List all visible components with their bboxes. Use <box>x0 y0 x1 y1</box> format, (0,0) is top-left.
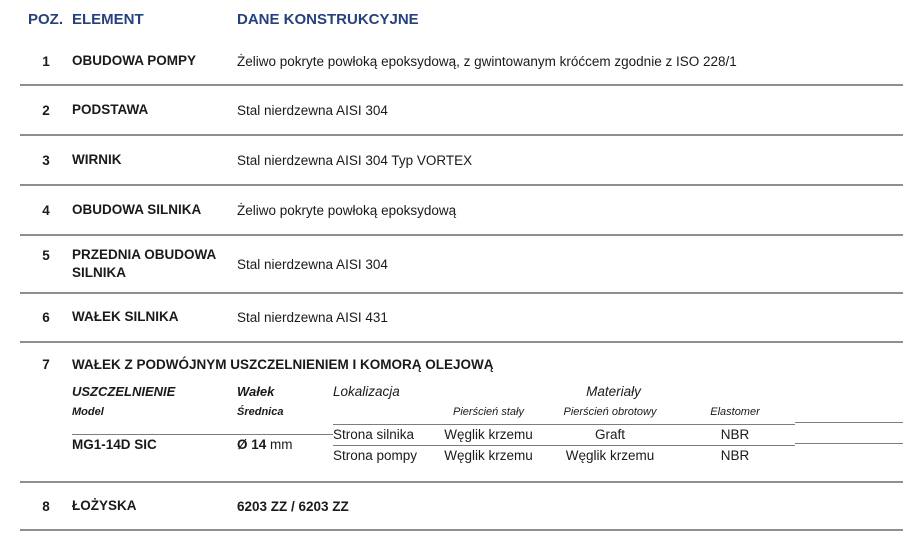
construction-data-table <box>20 0 903 531</box>
poz-cell: 6 <box>42 310 50 325</box>
seal-location-motor: Strona silnika <box>333 424 432 442</box>
seal-subheader-diameter: Średnica <box>237 406 284 418</box>
table-row-2 <box>20 86 903 136</box>
element-cell: PODSTAWA <box>72 101 149 117</box>
table-row-6 <box>20 294 903 343</box>
poz-cell: 4 <box>42 202 50 218</box>
seal-group-header-materials: Materiały <box>586 383 641 399</box>
seal-section <box>72 356 903 464</box>
seal-title: WAŁEK Z PODWÓJNYM USZCZELNIENIEM I KOMORĄ OLEJOWĄ <box>72 357 494 372</box>
poz-cell: 1 <box>42 53 50 69</box>
dane-cell: Stal nierdzewna AISI 431 <box>237 310 388 325</box>
poz-cell: 5 <box>42 247 50 263</box>
seal-group-header-location: Lokalizacja <box>333 383 400 399</box>
dane-cell: Stal nierdzewna AISI 304 <box>237 256 388 272</box>
element-cell: OBUDOWA SILNIKA <box>72 201 202 217</box>
element-cell: ŁOŻYSKA <box>72 497 137 513</box>
seal-model-value: MG1-14D SIC <box>72 434 237 452</box>
seal-subheader-stationary-ring: Pierścień stały <box>453 406 524 418</box>
seal-stationary-ring-pump: Węglik krzemu <box>432 445 545 463</box>
seal-subheader-elastomer: Elastomer <box>710 406 760 418</box>
poz-cell: 2 <box>42 102 50 118</box>
seal-group-header-seal: USZCZELNIENIE <box>72 383 176 399</box>
col-header-element: ELEMENT <box>72 10 144 28</box>
dane-cell: Żeliwo pokryte powłoką epoksydową <box>237 202 457 218</box>
poz-cell: 3 <box>42 152 50 168</box>
seal-location-pump: Strona pompy <box>333 445 432 463</box>
table-row-7-seal <box>20 343 903 483</box>
element-cell: OBUDOWA POMPY <box>72 52 197 68</box>
seal-elastomer-pump: NBR <box>675 445 795 463</box>
poz-cell: 8 <box>42 498 50 514</box>
seal-rotating-ring-pump: Węglik krzemu <box>545 445 675 463</box>
seal-subheader-model: Model <box>72 406 104 418</box>
table-row-8 <box>20 483 903 531</box>
seal-sub-table <box>72 380 903 464</box>
table-row-5 <box>20 236 903 294</box>
element-cell: PRZEDNIA OBUDOWA SILNIKA <box>72 246 216 280</box>
element-cell: WIRNIK <box>72 151 122 167</box>
table-header-row <box>20 0 903 38</box>
seal-diameter-value <box>237 434 333 452</box>
element-cell: WAŁEK SILNIKA <box>72 309 179 325</box>
seal-rotating-ring-motor: Graft <box>545 424 675 442</box>
dane-cell: Stal nierdzewna AISI 304 Typ VORTEX <box>237 152 473 168</box>
table-row-4 <box>20 186 903 236</box>
seal-group-header-shaft: Wałek <box>237 383 275 399</box>
seal-elastomer-motor: NBR <box>675 424 795 442</box>
seal-stationary-ring-motor: Węglik krzemu <box>432 424 545 442</box>
diameter-unit: mm <box>266 437 293 452</box>
col-header-poz: POZ. <box>28 10 64 28</box>
col-header-dane: DANE KONSTRUKCYJNE <box>237 10 419 28</box>
diameter-number: Ø 14 <box>237 437 267 452</box>
dane-cell: 6203 ZZ / 6203 ZZ <box>237 498 349 514</box>
seal-subheader-rotating-ring: Pierścień obrotowy <box>563 406 657 418</box>
table-row-1 <box>20 38 903 86</box>
table-row-3 <box>20 136 903 186</box>
dane-cell: Żeliwo pokryte powłoką epoksydową, z gwintowanym króćcem zgodnie z ISO 228/1 <box>237 53 737 69</box>
poz-cell: 7 <box>42 357 50 372</box>
dane-cell: Stal nierdzewna AISI 304 <box>237 102 388 118</box>
